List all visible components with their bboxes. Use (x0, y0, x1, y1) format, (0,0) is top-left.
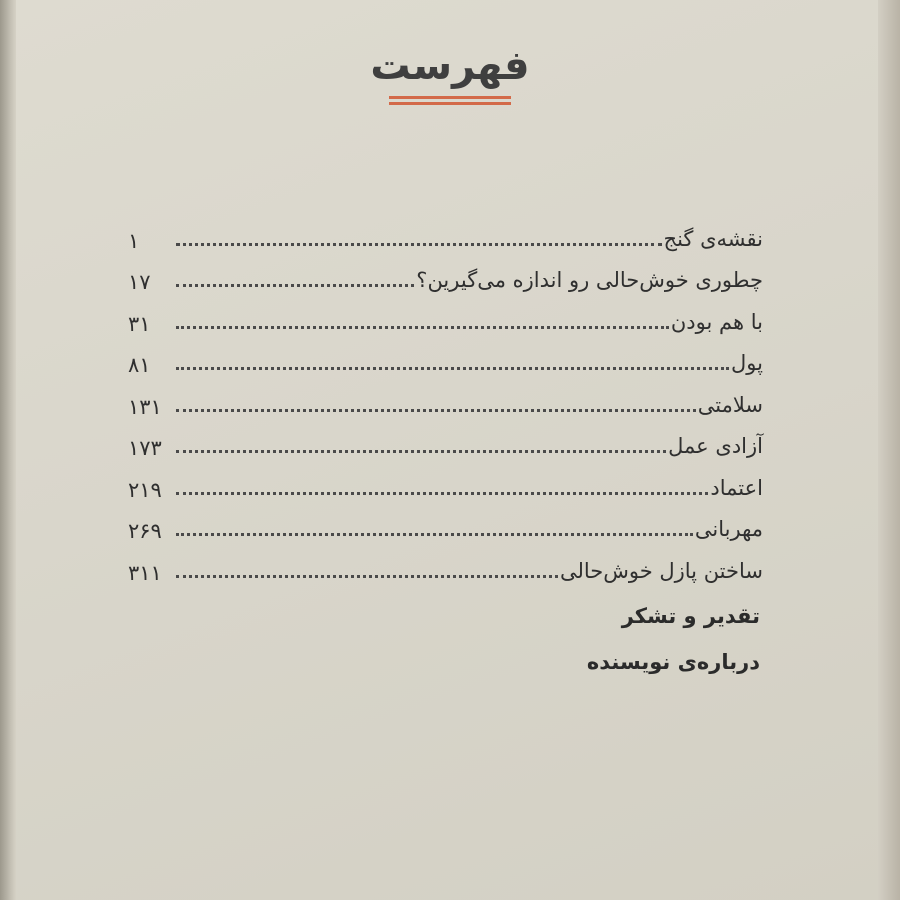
toc-entry-title: ساختن پازل خوش‌حالی (559, 558, 763, 583)
toc-page-number: ۳۱۱ (128, 560, 162, 585)
toc-entry (128, 213, 763, 255)
toc-entry (128, 338, 763, 380)
page-edge (878, 0, 900, 900)
toc-entry-title: پول (731, 351, 763, 375)
toc-entry-title: اعتماد (710, 475, 763, 500)
toc-page-number: ۱ (128, 228, 140, 253)
toc-entry (128, 296, 763, 338)
title-underline-bottom (389, 102, 511, 105)
toc-page-number: ۲۶۹ (128, 519, 162, 543)
toc-leader-dots (176, 450, 666, 453)
toc-leader-dots (176, 367, 729, 370)
toc-entry-title: سلامتی (697, 392, 763, 417)
toc-entry-title: با هم بودن (670, 309, 763, 334)
toc-entry-title: نقشه‌ی گنج (663, 226, 763, 251)
toc-about-author: درباره‌ی نویسنده (586, 650, 760, 674)
toc-leader-dots (176, 492, 708, 495)
toc-entry (128, 421, 763, 463)
toc-entry (128, 379, 763, 421)
toc-leader-dots (176, 409, 696, 412)
toc-leader-dots (176, 326, 669, 329)
toc-entry (128, 504, 763, 546)
title-underline-top (389, 96, 511, 99)
toc-leader-dots (176, 284, 414, 287)
toc-entry (128, 462, 763, 504)
toc-leader-dots (176, 243, 662, 246)
toc-page-number: ۱۷۳ (128, 436, 162, 460)
toc-entry-title: مهربانی (694, 517, 763, 541)
table-of-contents (128, 213, 763, 587)
page-gutter-shadow (0, 0, 16, 900)
toc-entry-title: آزادی عمل (668, 434, 763, 458)
toc-leader-dots (176, 533, 693, 536)
toc-page-number: ۱۷ (128, 270, 151, 294)
toc-page-number: ۸۱ (128, 353, 151, 377)
toc-page-number: ۲۱۹ (128, 477, 162, 502)
toc-page-number: ۱۳۱ (128, 394, 162, 419)
toc-entry-title: چطوری خوش‌حالی رو اندازه می‌گیرین؟ (416, 268, 763, 292)
toc-entry (128, 255, 763, 297)
toc-entry (128, 545, 763, 587)
toc-acknowledgements: تقدیر و تشکر (621, 604, 760, 628)
toc-page-number: ۳۱ (128, 311, 151, 336)
toc-leader-dots (176, 575, 558, 578)
page-title: فهرست (370, 43, 530, 89)
